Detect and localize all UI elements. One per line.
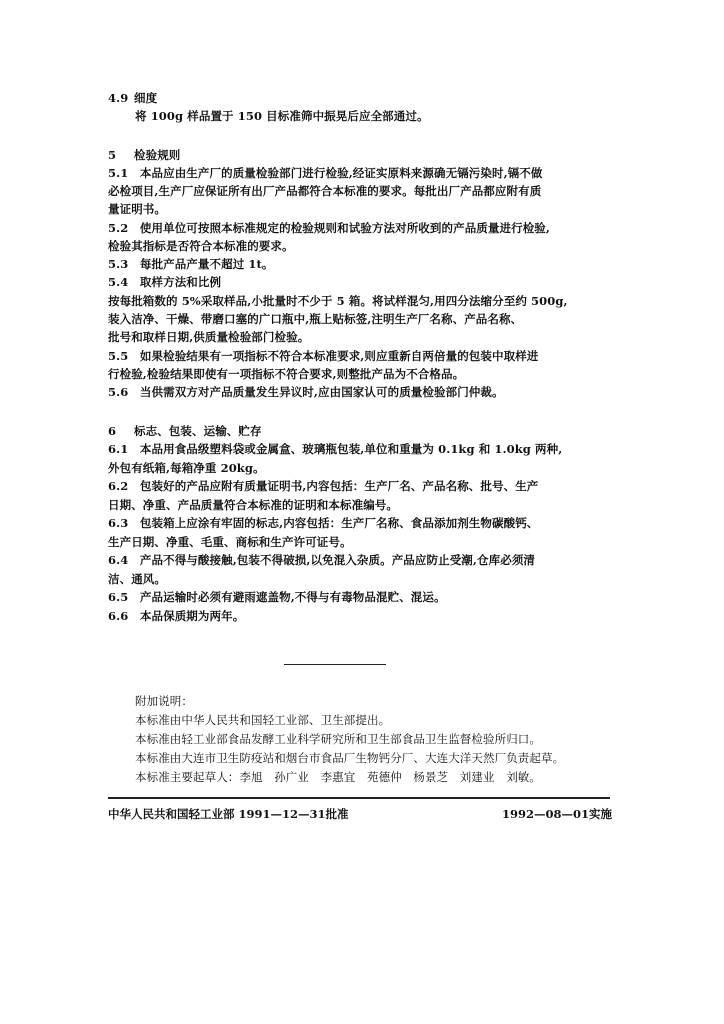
notes-line: 本标准由中华人民共和国轻工业部、卫生部提出。 [135,713,391,727]
paragraph-line: 必检项目,生产厂应保证所有出厂产品都符合本标准的要求。每批出厂产品都应附有质 [108,184,542,198]
paragraph-line: 按每批箱数的 5%采取样品,小批量时不少于 5 箱。将试样混匀,用四分法缩分至约 500g, [108,294,568,308]
section-6-heading: 6 标志、包装、运输、贮存 [108,424,262,438]
implementation-date: 1992—08—01实施 [501,807,612,821]
section-4-9-text: 将 100g 样品置于 150 目标准筛中振晃后应全部通过。 [135,109,429,123]
section-4-9-heading: 4.9 细度 [108,91,158,105]
paragraph-line: 5.1 本品应由生产厂的质量检验部门进行检验,经证实原料来源确无镉污染时,镉不做 [108,166,543,180]
paragraph-line: 行检验,检验结果即使有一项指标不符合要求,则整批产品为不合格品。 [108,367,465,381]
paragraph-line: 6.6 本品保质期为两年。 [108,609,245,623]
divider-long [108,797,610,799]
paragraph-line: 6.2 包装好的产品应附有质量证明书,内容包括：生产厂名、产品名称、批号、生产 [108,479,539,493]
paragraph-line: 装入洁净、干燥、带磨口塞的广口瓶中,瓶上贴标签,注明生产厂名称、产品名称、 [108,312,523,326]
paragraph-line: 5.2 使用单位可按照本标准规定的检验规则和试验方法对所收到的产品质量进行检验, [108,221,551,235]
section-5-heading: 5 检验规则 [108,148,181,162]
approval-line: 中华人民共和国轻工业部 1991—12—31批准 [108,807,349,821]
paragraph-line: 6.5 产品运输时必须有避雨遮盖物,不得与有毒物品混贮、混运。 [108,590,446,604]
paragraph-line: 洁、通风。 [108,572,166,586]
paragraph-line: 6.4 产品不得与酸接触,包装不得破损,以免混入杂质。产品应防止受潮,仓库必须清 [108,553,536,567]
notes-title: 附加说明： [135,694,193,708]
paragraph-line: 6.1 本品用食品级塑料袋或金属盒、玻璃瓶包装,单位和重量为 0.1kg 和 1.0kg 两种, [108,442,563,456]
paragraph-line: 批号和取样日期,供质量检验部门检验。 [108,330,310,344]
paragraph-line: 检验其指标是否符合本标准的要求。 [108,239,294,253]
paragraph-line: 日期、净重、产品质量符合本标准的证明和本标准编号。 [108,498,398,512]
paragraph-line: 5.6 当供需双方对产品质量发生异议时,应由国家认可的质量检验部门仲裁。 [108,385,504,399]
paragraph-line: 外包有纸箱,每箱净重 20kg。 [108,461,265,475]
paragraph-line: 5.5 如果检验结果有一项指标不符合本标准要求,则应重新自两倍量的包装中取样进 [108,349,539,363]
notes-line: 本标准主要起草人：李旭 孙广业 李惠宜 苑德仲 杨景芝 刘建业 刘敏。 [135,770,541,784]
paragraph-line: 生产日期、净重、毛重、商标和生产许可证号。 [108,535,352,549]
paragraph-line: 5.4 取样方法和比例 [108,275,222,289]
paragraph-line: 6.3 包装箱上应涂有牢固的标志,内容包括：生产厂名称、食品添加剂生物碳酸钙、 [108,516,539,530]
notes-line: 本标准由轻工业部食品发酵工业科学研究所和卫生部食品卫生监督检验所归口。 [135,732,541,746]
paragraph-line: 5.3 每批产品产量不超过 1t。 [108,257,274,271]
paragraph-line: 量证明书。 [108,202,166,216]
divider-short [284,664,386,665]
notes-line: 本标准由大连市卫生防疫站和烟台市食品厂生物钙分厂、大连大洋天然厂负责起草。 [135,751,565,765]
